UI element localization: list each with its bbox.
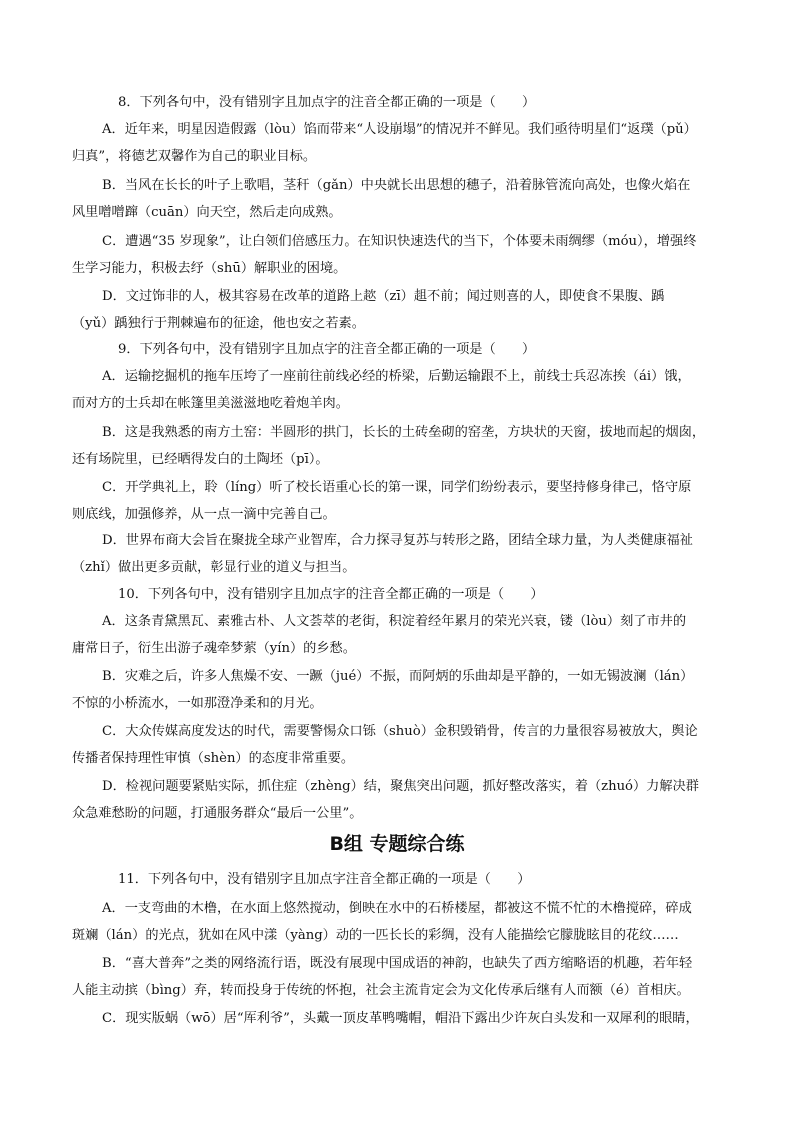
question-9-line: D．世界布商大会旨在聚拢全球产业智库，合力探寻复苏与转形之路，团结全球力量，为人类健康福祉 bbox=[102, 533, 693, 548]
section-heading: B组 专题综合练 bbox=[329, 833, 465, 855]
question-11-line: B．“喜大普奔”之类的网络流行语，既没有展现中国成语的神韵，也缺失了西方缩略语的机趣，若年轻 bbox=[102, 956, 693, 971]
question-8-line: （yǔ）踽独行于荆棘遍布的征途，他也安之若素。 bbox=[72, 316, 365, 331]
question-8-stem: 8．下列各句中，没有错别字且加点字的注音全都正确的一项是（ ） bbox=[118, 95, 536, 110]
question-10-line: D．检视问题要紧贴实际，抓住症（zhèng）结，聚焦突出问题，抓好整改落实，着（zhuó）力解决群 bbox=[102, 779, 699, 794]
question-11-line: 斑斓（lán）的光点，犹如在风中漾（yàng）动的一匹长长的彩绸，没有人能描绘它朦胧眩目的花纹…… bbox=[72, 928, 679, 943]
question-8-line: 归真”，将德艺双馨作为自己的职业目标。 bbox=[72, 149, 317, 164]
question-10-line: 庸常日子，衍生出游子魂牵梦萦（yín）的乡愁。 bbox=[72, 641, 356, 656]
question-11-line: 人能主动摈（bìng）弃，转而投身于传统的怀抱，社会主流肯定会为文化传承后继有人而额（é）首相庆。 bbox=[72, 983, 690, 998]
question-10-line: C．大众传媒高度发达的时代，需要警惕众口铄（shuò）金积毁销骨，传言的力量很容易被放大，舆论 bbox=[102, 724, 698, 739]
question-10-line: A．这条青黛黑瓦、素雅古朴、人文荟萃的老街，积淀着经年累月的荣光兴衰，镂（lòu）刻了市井的 bbox=[102, 614, 687, 629]
question-9-line: C．开学典礼上，聆（líng）听了校长语重心长的第一课，同学们纷纷表示，要坚持修身律己，恪守原 bbox=[102, 480, 692, 495]
question-9-line: A．运输挖掘机的拖车压垮了一座前往前线必经的桥梁，后勤运输跟不上，前线士兵忍冻挨（ái）饿， bbox=[102, 369, 691, 384]
question-11-stem: 11．下列各句中，没有错别字且加点字注音全都正确的一项是（ ） bbox=[118, 872, 531, 887]
question-8-line: 生学习能力，积极去纾（shū）解职业的困境。 bbox=[72, 261, 347, 276]
question-9-stem: 9．下列各句中，没有错别字且加点字的注音全都正确的一项是（ ） bbox=[118, 342, 536, 357]
question-8-line: 风里噌噌蹿（cuān）向天空，然后走向成熟。 bbox=[72, 205, 342, 220]
question-10-line: 众急难愁盼的问题，打通服务群众“最后一公里”。 bbox=[72, 806, 363, 821]
question-11-line: A．一支弯曲的木橹，在水面上悠然搅动，倒映在水中的石桥楼屋，都被这不慌不忙的木橹搅碎，碎成 bbox=[102, 901, 692, 916]
question-8-line: A．近年来，明星因造假露（lòu）馅而带来“人设崩塌”的情况并不鲜见。我们亟待明星们“返璞（pǔ） bbox=[102, 122, 697, 137]
question-8-line: D．文过饰非的人，极其容易在改革的道路上趑（zī）趄不前；闻过则喜的人，即使食不果腹、踽 bbox=[102, 289, 665, 304]
question-9-line: 还有场院里，已经晒得发白的土陶坯（pī）。 bbox=[72, 452, 329, 467]
question-9-line: B．这是我熟悉的南方土窑：半圆形的拱门，长长的土砖垒砌的窑垄，方块状的天窗，拔地而起的烟囱， bbox=[102, 425, 706, 440]
question-9-line: 则底线，加强修养，从一点一滴中完善自己。 bbox=[72, 507, 336, 522]
question-8-line: B．当风在长长的叶子上歌唱，茎秆（gǎn）中央就长出思想的穗子，沿着脉管流向高处，也像火焰在 bbox=[102, 178, 691, 193]
question-10-line: 传播者保持理性审慎（shèn）的态度非常重要。 bbox=[72, 751, 355, 766]
question-9-line: （zhǐ）做出更多贡献，彰显行业的道义与担当。 bbox=[72, 560, 356, 575]
question-10-line: 不惊的小桥流水，一如那澄净柔和的月光。 bbox=[72, 696, 323, 711]
question-9-line: 而对方的士兵却在帐篷里美滋滋地吃着炮羊肉。 bbox=[72, 396, 349, 411]
question-11-line: C．现实版蜗（wō）居“厍利爷”，头戴一顶皮革鸭嘴帽，帽沿下露出少许灰白头发和一双犀利的眼睛， bbox=[102, 1011, 699, 1026]
question-10-line: B．灾难之后，许多人焦燥不安、一蹶（jué）不振，而阿炳的乐曲却是平静的，一如无锡波澜（lán） bbox=[102, 669, 694, 684]
question-8-line: C．遭遇“35 岁现象”，让白领们倍感压力。在知识快速迭代的当下，个体要未雨绸缪（móu），增强终 bbox=[102, 234, 697, 249]
question-10-stem: 10．下列各句中，没有错别字且加点字的注音全都正确的一项是（ ） bbox=[118, 587, 544, 602]
